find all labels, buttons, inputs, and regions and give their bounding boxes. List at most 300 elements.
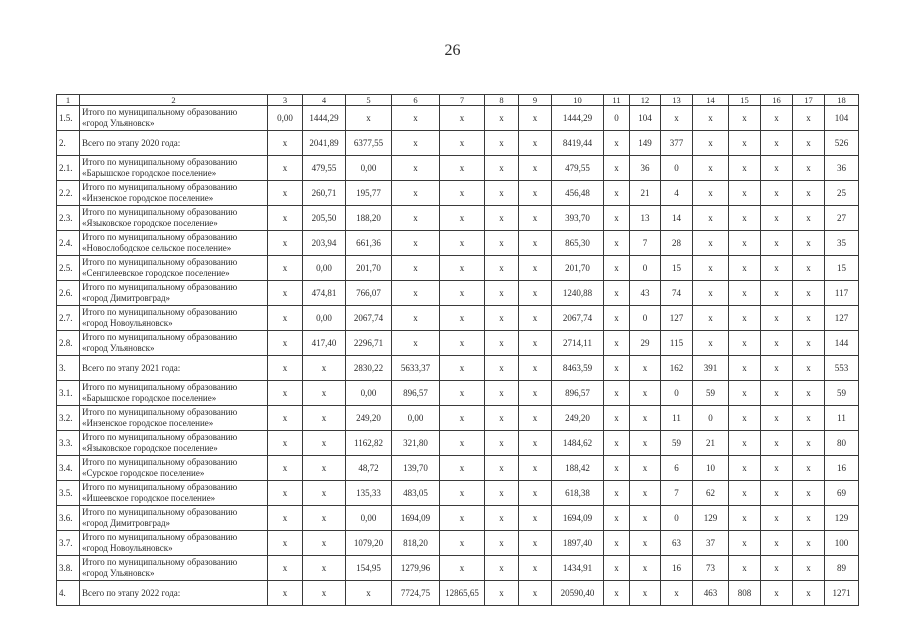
table-cell: x — [485, 131, 519, 156]
table-cell: 661,36 — [346, 231, 392, 256]
table-row — [57, 281, 859, 306]
table-cell: x — [303, 556, 346, 581]
table-cell: 25 — [825, 181, 859, 206]
table-cell: x — [729, 356, 761, 381]
table-cell: x — [630, 556, 661, 581]
column-number: 12 — [630, 95, 661, 106]
table-cell: x — [303, 581, 346, 606]
table-cell: x — [729, 256, 761, 281]
table-row — [57, 581, 859, 606]
table-cell: x — [604, 481, 630, 506]
table-cell: x — [440, 556, 485, 581]
row-label: Итого по муниципальному образованию «Барышское городское поселение» — [80, 156, 268, 181]
table-cell: 27 — [825, 206, 859, 231]
table-cell: 8463,59 — [552, 356, 604, 381]
column-number: 1 — [57, 95, 80, 106]
row-label: Итого по муниципальному образованию «город Ульяновск» — [80, 556, 268, 581]
table-cell: x — [729, 106, 761, 131]
table-cell: x — [604, 356, 630, 381]
table-cell: x — [519, 256, 552, 281]
table-cell: 393,70 — [552, 206, 604, 231]
table-cell: x — [440, 131, 485, 156]
row-label: Итого по муниципальному образованию «Инзенское городское поселение» — [80, 406, 268, 431]
table-cell: x — [761, 331, 793, 356]
table-cell: 29 — [630, 331, 661, 356]
table-cell: 417,40 — [303, 331, 346, 356]
table-cell: x — [793, 381, 825, 406]
row-index: 3.5. — [57, 481, 80, 506]
row-label: Итого по муниципальному образованию «Языковское городское поселение» — [80, 206, 268, 231]
table-cell: x — [519, 231, 552, 256]
table-cell: 59 — [693, 381, 729, 406]
table-row — [57, 156, 859, 181]
table-cell: x — [761, 556, 793, 581]
table-cell: x — [793, 256, 825, 281]
table-cell: x — [268, 481, 303, 506]
table-cell: x — [485, 581, 519, 606]
table-cell: 483,05 — [392, 481, 440, 506]
table-cell: 1444,29 — [303, 106, 346, 131]
table-cell: x — [485, 181, 519, 206]
row-index: 1.5. — [57, 106, 80, 131]
column-number: 17 — [793, 95, 825, 106]
table-cell: 100 — [825, 531, 859, 556]
table-row — [57, 331, 859, 356]
table-cell: x — [440, 356, 485, 381]
table-cell: 104 — [825, 106, 859, 131]
table-row — [57, 556, 859, 581]
table-cell: x — [729, 206, 761, 231]
table-cell: x — [303, 356, 346, 381]
table-cell: 104 — [630, 106, 661, 131]
table-cell: 2067,74 — [346, 306, 392, 331]
table-cell: x — [519, 456, 552, 481]
table-cell: x — [793, 356, 825, 381]
row-label: Итого по муниципальному образованию «город Димитровград» — [80, 281, 268, 306]
table-row — [57, 481, 859, 506]
table-cell: x — [485, 381, 519, 406]
table-cell: 11 — [825, 406, 859, 431]
table-cell: x — [693, 206, 729, 231]
table-cell: 1162,82 — [346, 431, 392, 456]
row-label: Всего по этапу 2020 года: — [80, 131, 268, 156]
table-cell: x — [761, 481, 793, 506]
table-cell: x — [268, 131, 303, 156]
table-cell: x — [519, 406, 552, 431]
table-cell: 162 — [661, 356, 693, 381]
table-cell: x — [440, 406, 485, 431]
table-cell: 74 — [661, 281, 693, 306]
table-cell: x — [392, 331, 440, 356]
table-cell: 7724,75 — [392, 581, 440, 606]
table-cell: x — [485, 231, 519, 256]
column-number: 9 — [519, 95, 552, 106]
table-cell: x — [761, 231, 793, 256]
row-index: 2.2. — [57, 181, 80, 206]
table-cell: x — [303, 456, 346, 481]
table-cell: 62 — [693, 481, 729, 506]
table-cell: x — [440, 331, 485, 356]
table-cell: 129 — [825, 506, 859, 531]
table-cell: 1271 — [825, 581, 859, 606]
table-cell: x — [761, 131, 793, 156]
table-cell: x — [485, 356, 519, 381]
table-cell: 28 — [661, 231, 693, 256]
table-cell: 479,55 — [303, 156, 346, 181]
table-cell: x — [392, 206, 440, 231]
table-cell: x — [485, 431, 519, 456]
table-cell: 36 — [825, 156, 859, 181]
table-cell: x — [630, 431, 661, 456]
table-cell: x — [485, 206, 519, 231]
row-index: 3.1. — [57, 381, 80, 406]
table-cell: x — [440, 306, 485, 331]
table-cell: x — [303, 406, 346, 431]
table-cell: x — [761, 206, 793, 231]
table-cell: x — [519, 481, 552, 506]
table-cell: 135,33 — [346, 481, 392, 506]
column-number: 5 — [346, 95, 392, 106]
table-cell: x — [604, 556, 630, 581]
table-cell: 14 — [661, 206, 693, 231]
table-cell: x — [440, 256, 485, 281]
table-cell: 115 — [661, 331, 693, 356]
table-cell: x — [485, 256, 519, 281]
table-cell: x — [303, 531, 346, 556]
row-index: 3.3. — [57, 431, 80, 456]
table-cell: x — [268, 256, 303, 281]
table-cell: 0,00 — [392, 406, 440, 431]
table-cell: 20590,40 — [552, 581, 604, 606]
table-cell: 2296,71 — [346, 331, 392, 356]
row-index: 2.6. — [57, 281, 80, 306]
table-cell: x — [268, 181, 303, 206]
table-cell: x — [440, 231, 485, 256]
column-number: 14 — [693, 95, 729, 106]
table-cell: x — [392, 106, 440, 131]
table-cell: 0 — [661, 506, 693, 531]
table-cell: 865,30 — [552, 231, 604, 256]
table-cell: 10 — [693, 456, 729, 481]
table-cell: x — [793, 481, 825, 506]
table-cell: x — [519, 281, 552, 306]
table-cell: 2067,74 — [552, 306, 604, 331]
table-cell: x — [440, 431, 485, 456]
table-cell: 1079,20 — [346, 531, 392, 556]
table-row — [57, 131, 859, 156]
table-row — [57, 206, 859, 231]
table-cell: x — [604, 181, 630, 206]
table-cell: x — [761, 181, 793, 206]
table-cell: 201,70 — [346, 256, 392, 281]
table-cell: 1434,91 — [552, 556, 604, 581]
table-cell: x — [729, 556, 761, 581]
table-cell: 391 — [693, 356, 729, 381]
table-cell: 149 — [630, 131, 661, 156]
table-cell: x — [793, 306, 825, 331]
table-cell: 377 — [661, 131, 693, 156]
table-cell: x — [793, 156, 825, 181]
table-cell: 127 — [661, 306, 693, 331]
table-cell: x — [268, 281, 303, 306]
table-cell: 16 — [825, 456, 859, 481]
table-cell: x — [268, 331, 303, 356]
row-label: Итого по муниципальному образованию «город Димитровград» — [80, 506, 268, 531]
table-cell: x — [729, 281, 761, 306]
table-cell: 188,42 — [552, 456, 604, 481]
column-number: 2 — [80, 95, 268, 106]
row-index: 2.7. — [57, 306, 80, 331]
table-cell: 6377,55 — [346, 131, 392, 156]
table-cell: x — [630, 506, 661, 531]
table-cell: 456,48 — [552, 181, 604, 206]
page-number: 26 — [444, 42, 461, 59]
table-cell: x — [729, 306, 761, 331]
table-cell: x — [693, 281, 729, 306]
table-cell: x — [392, 181, 440, 206]
table-cell: x — [729, 181, 761, 206]
table-cell: x — [440, 106, 485, 131]
column-number: 13 — [661, 95, 693, 106]
column-number: 16 — [761, 95, 793, 106]
table-cell: 0 — [630, 256, 661, 281]
row-label: Итого по муниципальному образованию «Ишеевское городское поселение» — [80, 481, 268, 506]
table-row — [57, 406, 859, 431]
table-cell: x — [519, 506, 552, 531]
table-cell: x — [729, 506, 761, 531]
table-cell: 0,00 — [303, 306, 346, 331]
table-cell: x — [761, 156, 793, 181]
table-row — [57, 256, 859, 281]
table-cell: x — [485, 106, 519, 131]
table-cell: 11 — [661, 406, 693, 431]
table-row — [57, 306, 859, 331]
table-cell: 201,70 — [552, 256, 604, 281]
table-cell: x — [604, 231, 630, 256]
row-index: 3.4. — [57, 456, 80, 481]
table-cell: x — [485, 481, 519, 506]
table-cell: x — [485, 556, 519, 581]
table-cell: 2714,11 — [552, 331, 604, 356]
row-label: Итого по муниципальному образованию «город Новоульяновск» — [80, 306, 268, 331]
table-cell: x — [630, 481, 661, 506]
table-cell: x — [761, 106, 793, 131]
column-number: 4 — [303, 95, 346, 106]
column-number: 8 — [485, 95, 519, 106]
table-cell: 0 — [604, 106, 630, 131]
row-label: Итого по муниципальному образованию «город Новоульяновск» — [80, 531, 268, 556]
row-label: Итого по муниципальному образованию «Сенгилеевское городское поселение» — [80, 256, 268, 281]
table-cell: 6 — [661, 456, 693, 481]
table-cell: x — [519, 381, 552, 406]
table-cell: 766,07 — [346, 281, 392, 306]
table-cell: x — [440, 156, 485, 181]
table-cell: 7 — [630, 231, 661, 256]
table-cell: x — [485, 531, 519, 556]
table-cell: x — [303, 381, 346, 406]
table-cell: x — [346, 106, 392, 131]
table-cell: 144 — [825, 331, 859, 356]
table-cell: 1240,88 — [552, 281, 604, 306]
table-cell: 0,00 — [346, 506, 392, 531]
table-cell: x — [630, 531, 661, 556]
table-cell: x — [268, 531, 303, 556]
table-cell: x — [392, 256, 440, 281]
table-cell: x — [268, 306, 303, 331]
table-cell: x — [346, 581, 392, 606]
table-cell: 0,00 — [268, 106, 303, 131]
table-cell: 808 — [729, 581, 761, 606]
table-cell: x — [604, 331, 630, 356]
table-cell: x — [761, 581, 793, 606]
row-label: Итого по муниципальному образованию «Инзенское городское поселение» — [80, 181, 268, 206]
table-cell: 139,70 — [392, 456, 440, 481]
row-index: 4. — [57, 581, 80, 606]
row-index: 2. — [57, 131, 80, 156]
table-cell: x — [268, 406, 303, 431]
table-cell: x — [693, 131, 729, 156]
table-cell: x — [485, 156, 519, 181]
table-cell: 1279,96 — [392, 556, 440, 581]
table-cell: 188,20 — [346, 206, 392, 231]
row-index: 2.4. — [57, 231, 80, 256]
table-cell: x — [440, 206, 485, 231]
table-cell: x — [604, 456, 630, 481]
table-cell: 203,94 — [303, 231, 346, 256]
table-cell: 127 — [825, 306, 859, 331]
table-cell: 80 — [825, 431, 859, 456]
table-cell: 43 — [630, 281, 661, 306]
column-number: 10 — [552, 95, 604, 106]
table-cell: x — [392, 156, 440, 181]
table-cell: x — [793, 506, 825, 531]
table-cell: x — [485, 281, 519, 306]
table-cell: x — [440, 456, 485, 481]
table-cell: x — [729, 431, 761, 456]
table-cell: x — [793, 406, 825, 431]
table-cell: x — [693, 331, 729, 356]
table-cell: 1897,40 — [552, 531, 604, 556]
table-cell: 4 — [661, 181, 693, 206]
row-index: 3.8. — [57, 556, 80, 581]
table-cell: 249,20 — [346, 406, 392, 431]
table-cell: x — [268, 431, 303, 456]
table-cell: 63 — [661, 531, 693, 556]
table-cell: x — [729, 481, 761, 506]
column-number: 15 — [729, 95, 761, 106]
table-cell: x — [485, 506, 519, 531]
table-cell: x — [729, 406, 761, 431]
column-number: 11 — [604, 95, 630, 106]
table-row — [57, 456, 859, 481]
table-cell: 13 — [630, 206, 661, 231]
table-cell: x — [604, 381, 630, 406]
table-cell: 21 — [693, 431, 729, 456]
table-cell: x — [761, 306, 793, 331]
table-row — [57, 231, 859, 256]
table-cell: x — [268, 156, 303, 181]
row-index: 2.5. — [57, 256, 80, 281]
table-row — [57, 181, 859, 206]
table-cell: x — [693, 306, 729, 331]
table-cell: x — [604, 406, 630, 431]
table-cell: x — [793, 106, 825, 131]
table-cell: x — [268, 356, 303, 381]
table-cell: 59 — [825, 381, 859, 406]
table-cell: x — [793, 206, 825, 231]
table-cell: x — [519, 106, 552, 131]
table-cell: x — [793, 581, 825, 606]
table-cell: x — [630, 381, 661, 406]
table-cell: 818,20 — [392, 531, 440, 556]
table-cell: x — [693, 156, 729, 181]
table-cell: x — [604, 206, 630, 231]
table-cell: 195,77 — [346, 181, 392, 206]
table-cell: 1694,09 — [552, 506, 604, 531]
table-cell: x — [693, 256, 729, 281]
table-cell: x — [761, 406, 793, 431]
table-cell: x — [729, 531, 761, 556]
table-cell: x — [440, 481, 485, 506]
table-cell: x — [485, 456, 519, 481]
table-cell: 618,38 — [552, 481, 604, 506]
table-cell: x — [303, 431, 346, 456]
table-cell: 117 — [825, 281, 859, 306]
table-cell: x — [303, 481, 346, 506]
table-cell: x — [392, 131, 440, 156]
row-label: Итого по муниципальному образованию «Новослободское сельское поселение» — [80, 231, 268, 256]
table-cell: x — [793, 456, 825, 481]
table-cell: x — [604, 131, 630, 156]
table-cell: x — [440, 181, 485, 206]
table-cell: x — [604, 581, 630, 606]
table-cell: x — [761, 506, 793, 531]
row-label: Итого по муниципальному образованию «город Ульяновск» — [80, 331, 268, 356]
table-cell: x — [268, 206, 303, 231]
table-cell: x — [793, 181, 825, 206]
table-cell: x — [729, 156, 761, 181]
table-cell: x — [485, 331, 519, 356]
table-cell: x — [793, 231, 825, 256]
table-cell: x — [604, 531, 630, 556]
table-cell: x — [761, 281, 793, 306]
table-cell: 36 — [630, 156, 661, 181]
table-cell: x — [268, 506, 303, 531]
table-cell: x — [303, 506, 346, 531]
table-cell: x — [519, 431, 552, 456]
table-cell: x — [729, 131, 761, 156]
table-cell: x — [485, 306, 519, 331]
table-cell: x — [661, 106, 693, 131]
table-cell: 35 — [825, 231, 859, 256]
table-cell: x — [729, 381, 761, 406]
table-cell: x — [440, 381, 485, 406]
row-index: 2.3. — [57, 206, 80, 231]
row-index: 2.8. — [57, 331, 80, 356]
table-cell: x — [761, 531, 793, 556]
table-cell: x — [519, 156, 552, 181]
table-cell: x — [268, 231, 303, 256]
table-cell: x — [519, 206, 552, 231]
column-number: 6 — [392, 95, 440, 106]
table-cell: x — [793, 531, 825, 556]
table-cell: x — [793, 431, 825, 456]
table-cell: x — [519, 556, 552, 581]
table-cell: 896,57 — [392, 381, 440, 406]
column-number: 18 — [825, 95, 859, 106]
table-cell: 0 — [630, 306, 661, 331]
table-cell: x — [729, 231, 761, 256]
